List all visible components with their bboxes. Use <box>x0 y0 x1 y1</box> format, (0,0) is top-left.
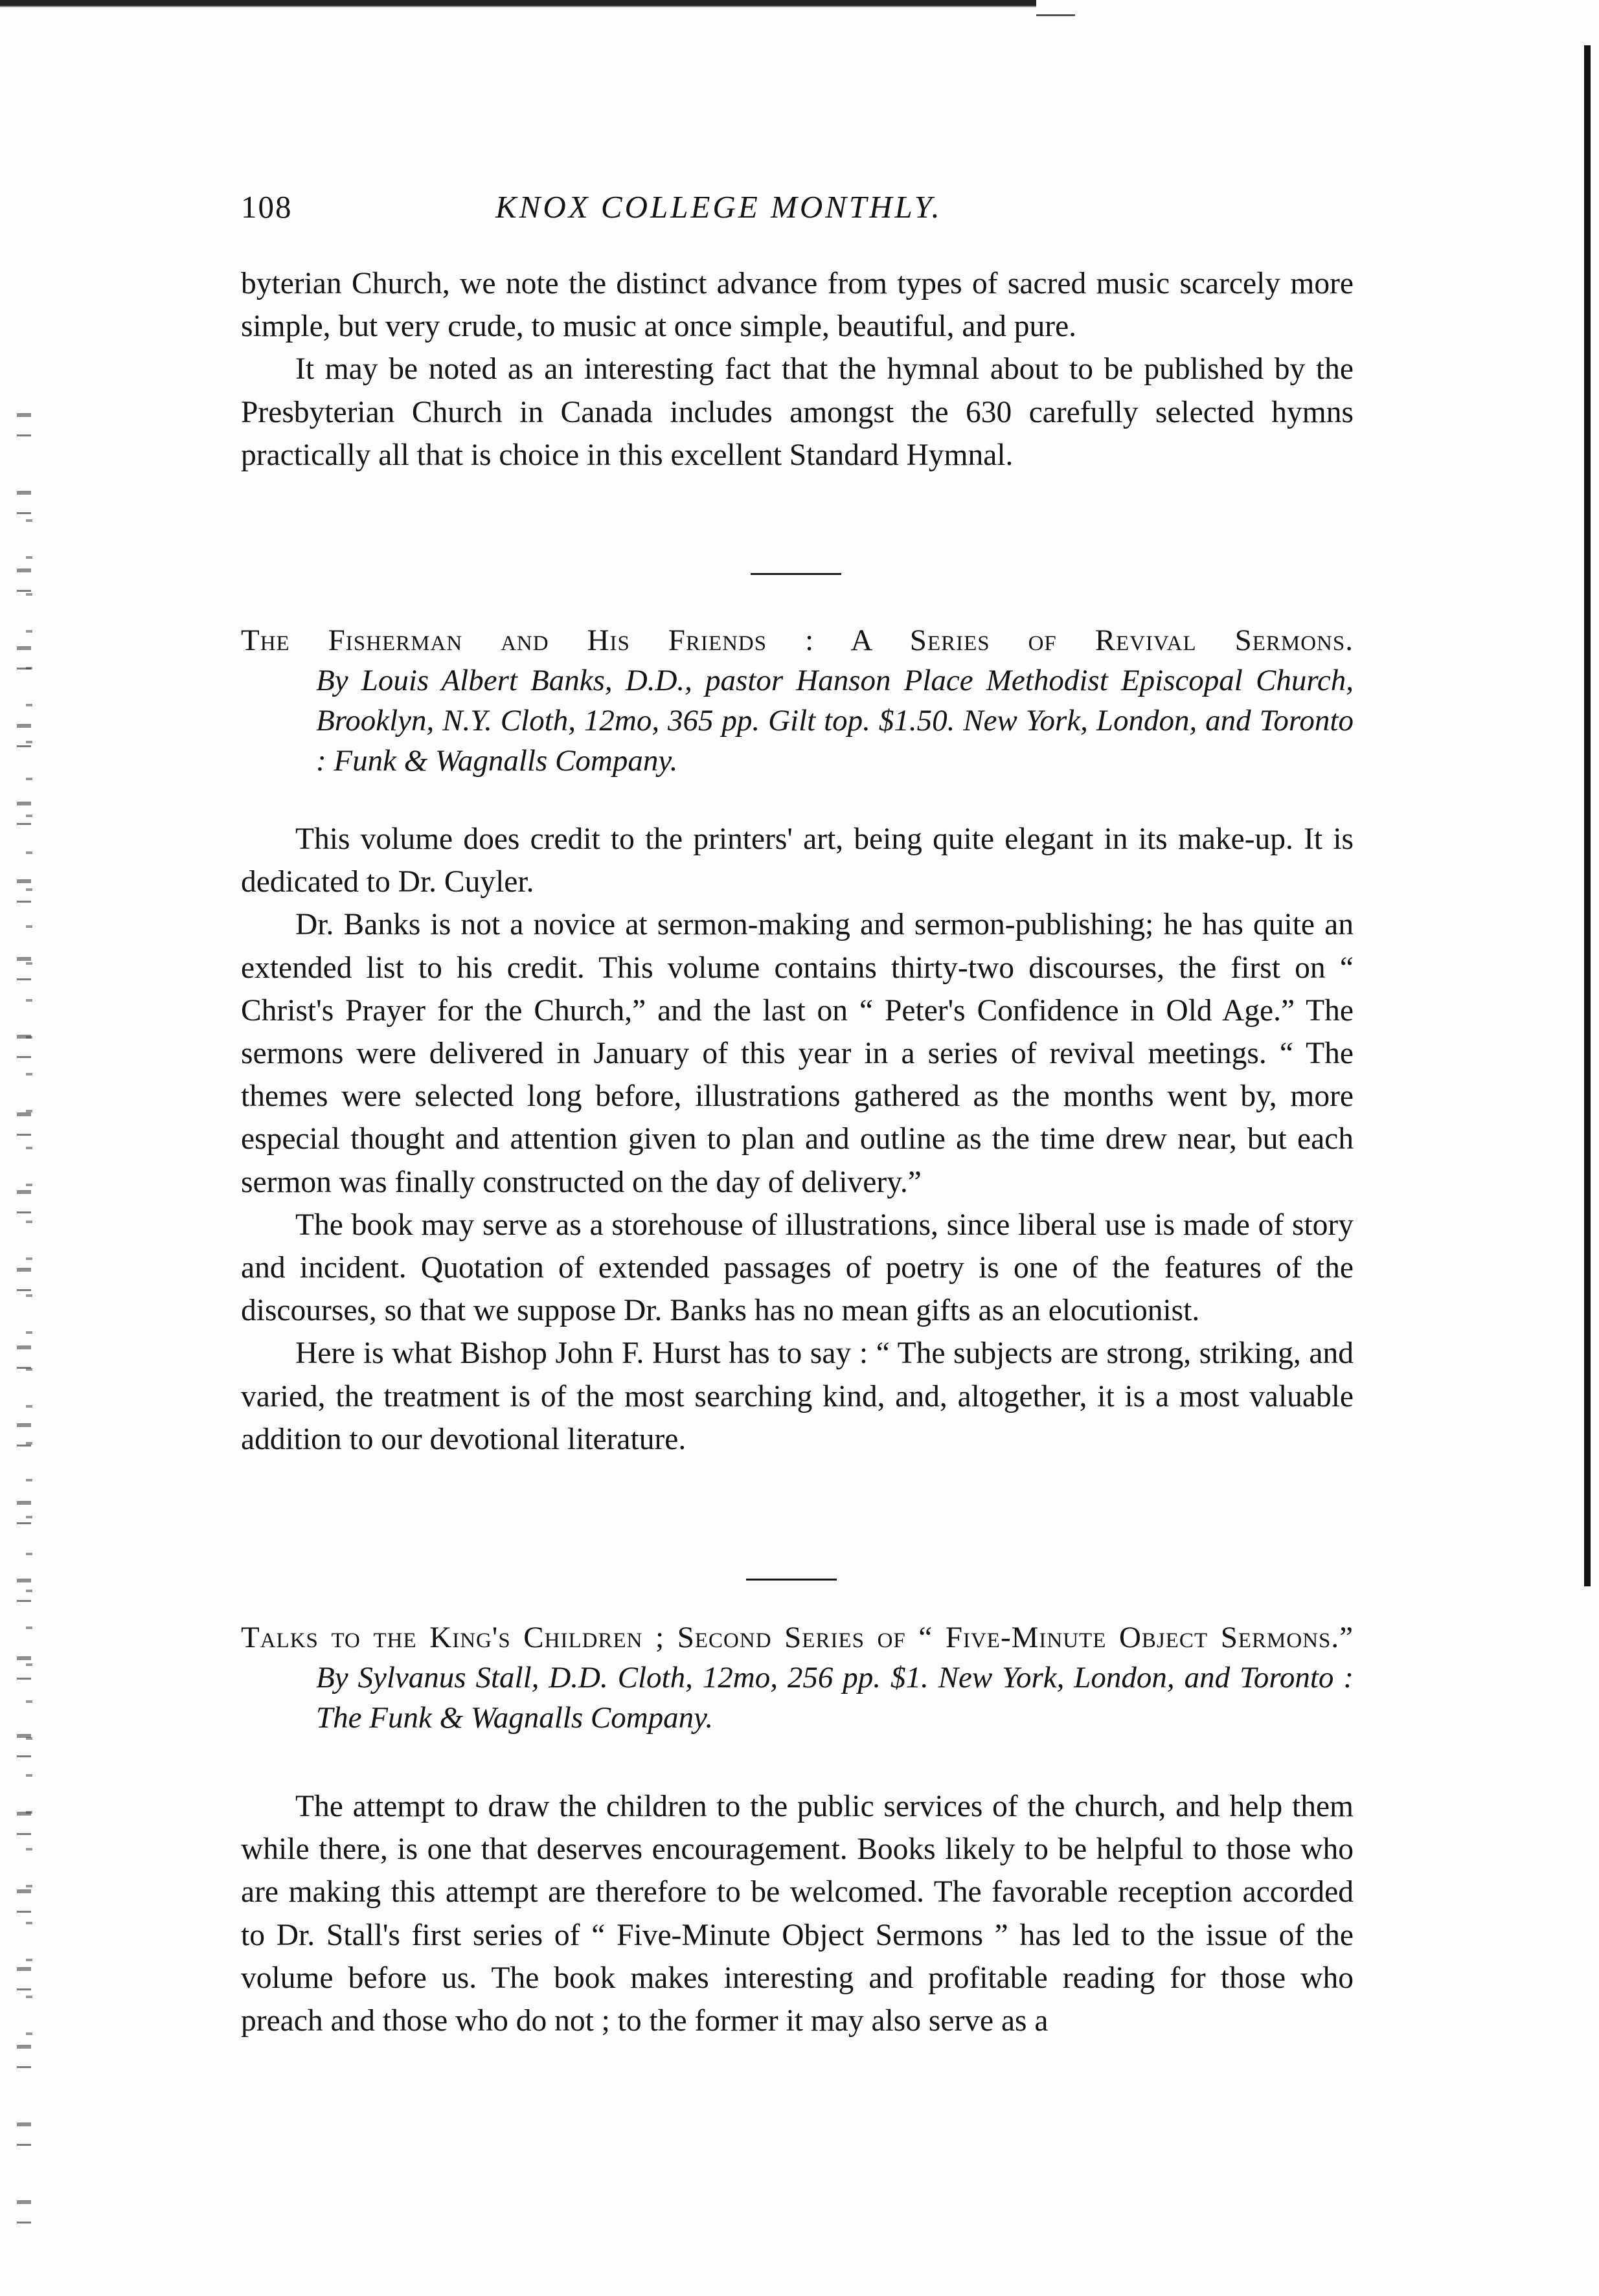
scan-top-rule-tail <box>1036 14 1075 16</box>
review-1-paragraph: This volume does credit to the printers' art, being quite elegant in its make-up. It is dedicated to Dr. Cuyler. <box>241 822 1354 899</box>
journal-title: KNOX COLLEGE MONTHLY. <box>495 189 942 225</box>
review-2-body <box>241 1785 1354 2042</box>
running-head <box>241 185 1354 230</box>
review-1-title: The Fisherman and His Friends : A Series of Revival Sermons. <box>241 624 1354 657</box>
scan-top-rule <box>0 0 1036 12</box>
scan-binding-marks-inner <box>26 505 32 2059</box>
review-2-heading <box>241 1617 1354 1738</box>
review-1-paragraph: Dr. Banks is not a novice at sermon-making and sermon-publishing; he has quite an extended list to his credit. This volume contains thirty-two discourses, the first on “ Christ's Prayer for the Church,” and the last on “ Peter's Confidence in Old Age.” The sermons were delivered in January of this year in a series of revival meetings. “ The themes were selected long before, illustrations gathered as the months went by, more especial thought and attention given to plan and outline as the time drew near, but each sermon was finally constructed on the day of delivery.” <box>241 908 1354 1199</box>
section-divider <box>746 1579 837 1581</box>
review-1-heading <box>241 620 1354 781</box>
review-1-bibliographic-details: By Louis Albert Banks, D.D., pastor Hanson Place Methodist Episcopal Church, Brooklyn, N.Y. Cloth, 12mo, 365 pp. Gilt top. $1.50. New York, London, and Toronto : Funk & Wagnalls Company. <box>316 664 1354 778</box>
review-2-title: Talks to the King's Children ; Second Series of “ Five-Minute Object Sermons.” <box>241 1621 1354 1654</box>
review-1-body <box>241 818 1354 1461</box>
review-1-paragraph: The book may serve as a storehouse of illustrations, since liberal use is made of story and incident. Quotation of extended passages of poetry is one of the features of the discourses, so that we suppose Dr. Banks has no mean gifts as an elocutionist. <box>241 1208 1354 1328</box>
intro-text <box>241 262 1354 477</box>
section-divider <box>751 573 841 575</box>
page-number: 108 <box>241 189 293 225</box>
intro-paragraph-2: It may be noted as an interesting fact that the hymnal about to be published by the Presbyterian Church in Canada includes amongst the 630 carefully selected hymns practically all that is choice in this excellent Standard Hymnal. <box>241 352 1354 472</box>
scan-page-edge <box>1584 45 1591 1586</box>
review-2-paragraph: The attempt to draw the children to the public services of the church, and help them while there, is one that deserves encouragement. Books likely to be helpful to those who are making this attempt are therefore to be welcomed. The favorable reception accorded to Dr. Stall's first series of “ Five-Minute Object Sermons ” has led to the issue of the volume before us. The book makes interesting and profitable reading for those who preach and those who do not ; to the former it may also serve as a <box>241 1790 1354 2038</box>
review-2-bibliographic-details: By Sylvanus Stall, D.D. Cloth, 12mo, 256 pp. $1. New York, London, and Toronto : The Funk & Wagnalls Company. <box>316 1661 1354 1735</box>
review-1-paragraph: Here is what Bishop John F. Hurst has to say : “ The subjects are strong, striking, and varied, the treatment is of the most searching kind, and, altogether, it is a most valuable addition to our devotional literature. <box>241 1336 1354 1456</box>
intro-paragraph-1: byterian Church, we note the distinct advance from types of sacred music scarcely more simple, but very crude, to music at once simple, beautiful, and pure. <box>241 267 1354 344</box>
